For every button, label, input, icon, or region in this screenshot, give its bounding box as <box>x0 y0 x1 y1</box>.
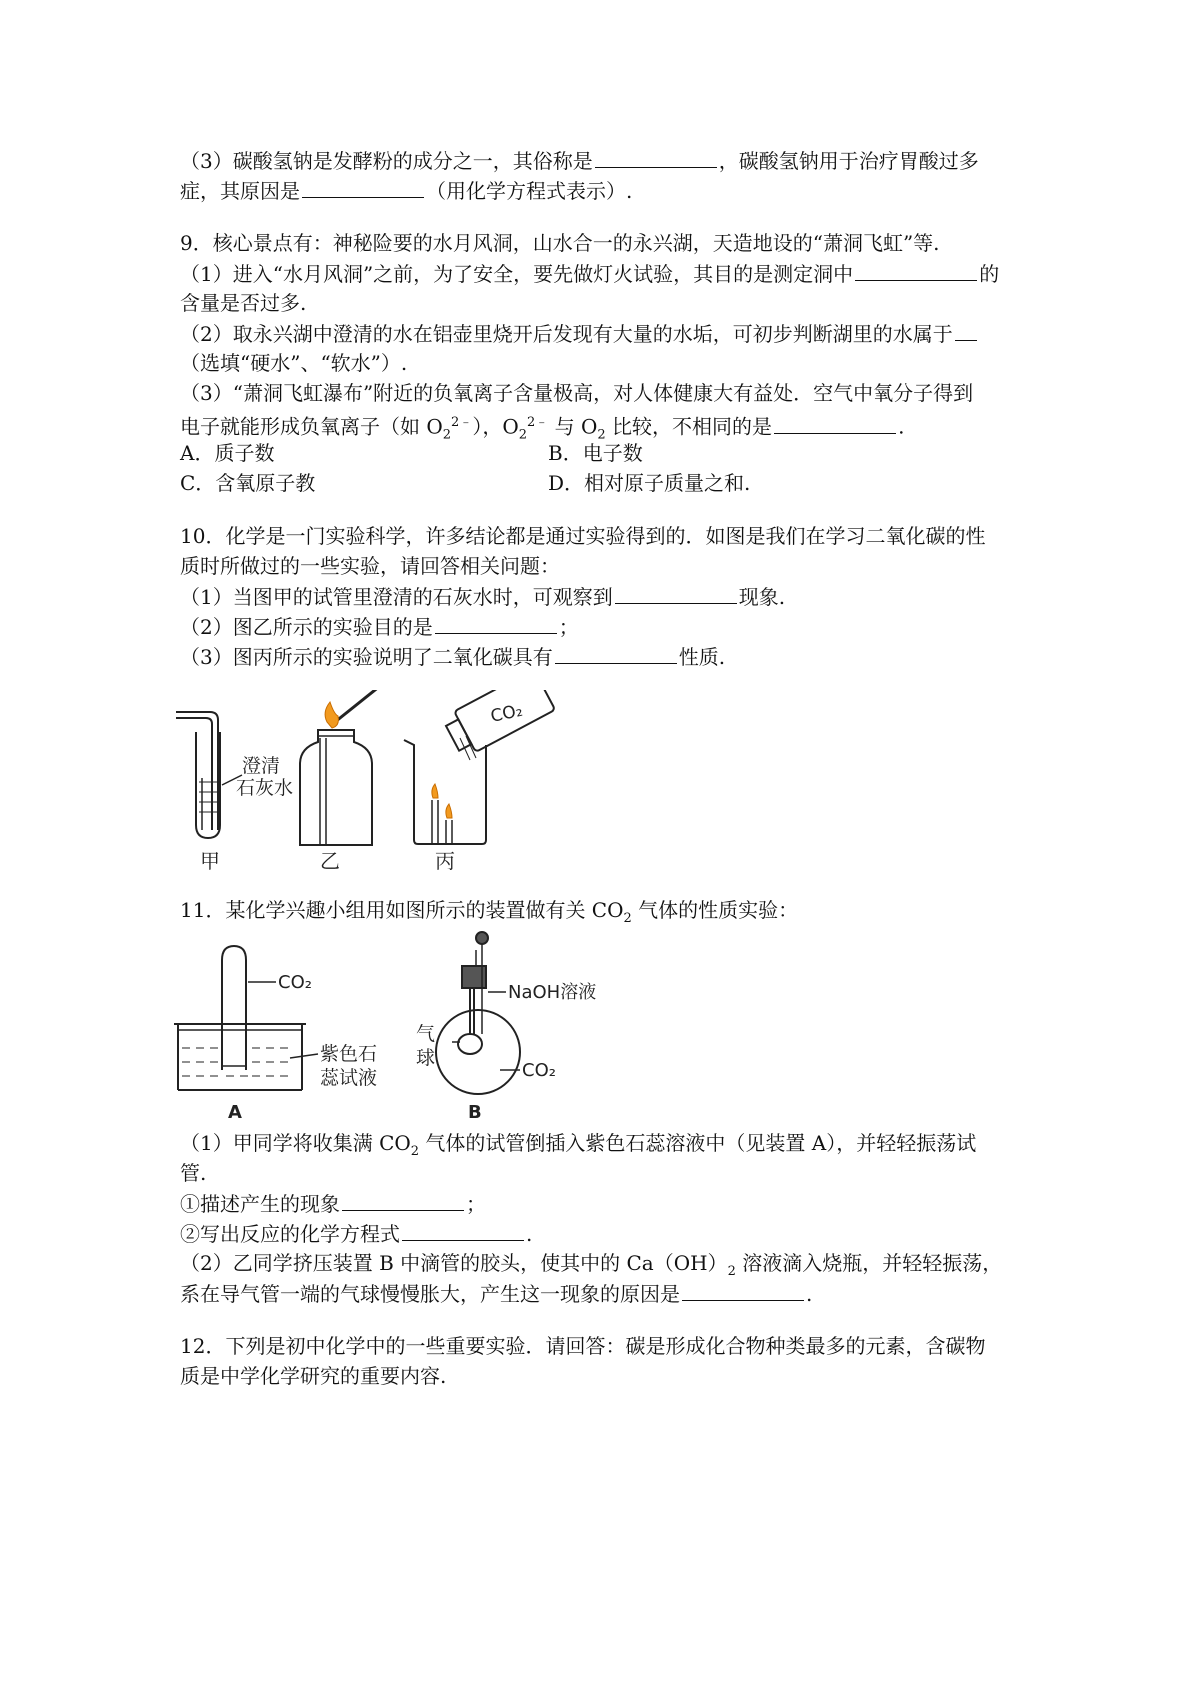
q9-part1-line1 <box>180 258 1020 289</box>
q9-part2-line1 <box>180 318 1020 349</box>
q10-figure <box>170 690 610 875</box>
apparatus-b <box>436 932 520 1094</box>
q8-text: （用化学方程式表示）. <box>426 179 633 203</box>
q11-sub1 <box>180 1188 1020 1219</box>
label-litmus: 蕊试液 <box>320 1067 378 1089</box>
q10-part2 <box>180 611 1020 642</box>
q10-text: ； <box>558 615 579 639</box>
answer-blank[interactable] <box>855 258 977 281</box>
beaker-bing <box>404 690 555 844</box>
apparatus-a <box>174 946 318 1090</box>
answer-blank[interactable] <box>682 1278 804 1301</box>
q11-text: （2）乙同学挤压装置 B 中滴管的胶头，使其中的 Ca（OH） <box>180 1251 728 1275</box>
q9-option-c[interactable]: C．含氧原子教 <box>180 471 316 495</box>
q9-text: 的 <box>979 262 1000 286</box>
label-limewater: 石灰水 <box>236 777 294 799</box>
q11-text: 系在导气管一端的气球慢慢胀大，产生这一现象的原因是 <box>180 1282 680 1306</box>
q11-text: 气体的试管倒插入紫色石蕊溶液中（见装置 A），并轻轻振荡试 <box>419 1131 977 1155</box>
q9-text: （2）取永兴湖中澄清的水在铝壶里烧开后发现有大量的水垢，可初步判断湖里的水属于 <box>180 322 953 346</box>
q10-text: 现象. <box>738 585 786 609</box>
q8-part3-line1 <box>180 145 1020 176</box>
subscript: 2 <box>518 427 528 443</box>
q8-text: （3）碳酸氢钠是发酵粉的成分之一，其俗称是 <box>180 149 593 173</box>
q11-text: 气体的性质实验： <box>631 898 799 922</box>
label-naoh: NaOH溶液 <box>508 982 597 1003</box>
answer-blank[interactable] <box>774 411 896 434</box>
subscript: 2 <box>597 427 606 443</box>
superscript: 2﹣ <box>451 415 473 430</box>
label-yi: 乙 <box>320 849 340 873</box>
q8-text: 症，其原因是 <box>180 179 300 203</box>
q10-text: （2）图乙所示的实验目的是 <box>180 615 433 639</box>
q11-text: 溶液滴入烧瓶，并轻轻振荡， <box>735 1251 1003 1275</box>
answer-blank[interactable] <box>342 1188 464 1211</box>
q10-text: （1）当图甲的试管里澄清的石灰水时，可观察到 <box>180 585 613 609</box>
label-co2: CO₂ <box>522 1060 556 1081</box>
flame-icon <box>446 804 452 818</box>
flame-icon <box>432 784 438 798</box>
q9-option-a[interactable]: A．质子数 <box>180 441 275 465</box>
q11-text: . <box>526 1222 533 1246</box>
answer-blank[interactable] <box>555 641 677 664</box>
q9-text: 比较，不相同的是 <box>605 414 773 439</box>
q9-part1-line2: 含量是否过多. <box>180 291 307 315</box>
q10-part3 <box>180 641 1020 672</box>
label-balloon: 气 <box>416 1023 436 1045</box>
q10-stem-line2: 质时所做过的一些实验，请回答相关问题： <box>180 554 560 578</box>
q11-text: ②写出反应的化学方程式 <box>180 1222 400 1246</box>
label-jia: 甲 <box>200 849 220 873</box>
litmus-liquid-hatch <box>182 1048 288 1076</box>
label-co2: CO₂ <box>278 972 312 993</box>
q12-stem-line2: 质是中学化学研究的重要内容. <box>180 1364 447 1388</box>
q10-text: （3）图丙所示的实验说明了二氧化碳具有 <box>180 645 553 669</box>
q11-part1-line2: 管. <box>180 1161 207 1185</box>
answer-blank[interactable] <box>955 318 977 341</box>
q9-option-d[interactable]: D．相对原子质量之和. <box>548 471 751 495</box>
answer-blank[interactable] <box>302 175 424 198</box>
q9-text: ），O <box>472 414 519 439</box>
q11-text: 11．某化学兴趣小组用如图所示的装置做有关 CO <box>180 898 624 922</box>
q10-part1 <box>180 581 1020 612</box>
answer-blank[interactable] <box>615 581 737 604</box>
q8-part3-line2 <box>180 175 1020 206</box>
q11-text: （1）甲同学将收集满 CO <box>180 1131 411 1155</box>
q11-text: ①描述产生的现象 <box>180 1192 340 1216</box>
q12-stem-line1: 12．下列是初中化学中的一些重要实验．请回答：碳是形成化合物种类最多的元素，含碳物 <box>180 1334 986 1358</box>
subscript: 2 <box>623 911 632 926</box>
q9-text: （1）进入“水月风洞”之前，为了安全，要先做灯火试验，其目的是测定洞中 <box>180 262 854 286</box>
q11-stem <box>180 895 1020 934</box>
test-tube-jia <box>176 712 242 838</box>
superscript: 2﹣ <box>527 415 549 430</box>
q9-part2-line2: （选填“硬水”、“软水”）. <box>180 351 408 375</box>
label-b: B <box>468 1102 482 1123</box>
label-litmus: 紫色石 <box>320 1043 378 1065</box>
q11-text: ； <box>466 1192 486 1216</box>
label-balloon: 球 <box>416 1047 436 1069</box>
q9-part3-line1: （3）“萧洞飞虹瀑布”附近的负氧离子含量极高，对人体健康大有益处．空气中氧分子得到 <box>180 381 974 405</box>
label-limewater: 澄清 <box>242 755 281 777</box>
q11-part2-line2 <box>180 1278 1020 1309</box>
q9-text: 电子就能形成负氧离子（如 O <box>180 414 443 439</box>
answer-blank[interactable] <box>402 1218 524 1241</box>
q9-option-b[interactable]: B．电子数 <box>548 441 643 465</box>
q10-stem-line1: 10．化学是一门实验科学，许多结论都是通过实验得到的．如图是我们在学习二氧化碳的性 <box>180 524 986 548</box>
flame-icon <box>325 702 338 728</box>
q11-sub2 <box>180 1218 1020 1249</box>
q9-text: 与 O <box>548 414 598 439</box>
subscript: 2 <box>727 1264 736 1279</box>
gas-jar-yi <box>300 690 380 845</box>
subscript: 2 <box>410 1144 420 1159</box>
q9-stem: 9．核心景点有：神秘险要的水月风洞，山水合一的永兴湖，天造地设的“萧洞飞虹”等. <box>180 231 940 255</box>
q8-text: ，碳酸氢钠用于治疗胃酸过多 <box>718 149 979 173</box>
q10-text: 性质. <box>678 645 726 669</box>
q11-figure <box>170 930 640 1130</box>
subscript: 2 <box>442 427 452 443</box>
label-bing: 丙 <box>435 849 455 873</box>
answer-blank[interactable] <box>435 611 557 634</box>
q9-text: . <box>898 414 905 439</box>
q11-text: . <box>806 1282 813 1306</box>
label-co2: CO₂ <box>488 700 525 727</box>
label-a: A <box>228 1102 242 1123</box>
answer-blank[interactable] <box>595 145 717 168</box>
